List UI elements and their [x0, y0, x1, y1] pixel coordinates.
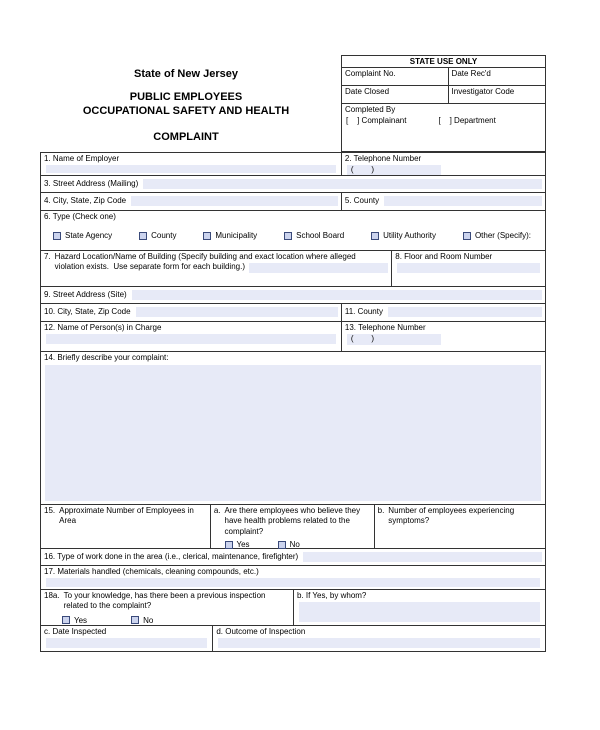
field-1-name-of-employer: [41, 153, 341, 175]
hazard-location-body: [55, 252, 389, 273]
type-of-work-input[interactable]: [303, 552, 542, 562]
previous-inspection-options: [44, 616, 290, 625]
row-describe-complaint: [41, 351, 545, 504]
hazard-location-line2: violation exists. Use separate form for each building.): [54, 262, 245, 272]
yes-label-2: Yes: [74, 615, 88, 625]
row-materials-handled: [41, 565, 545, 589]
county-option-label: County: [151, 231, 177, 240]
health-problems-label: Are there employees who believe they have health problems related to the complaint?: [224, 506, 361, 536]
checkbox-option-utility-authority[interactable]: [371, 231, 436, 240]
field-15a-health-problems: [210, 505, 374, 548]
field-16-type-of-work: [41, 549, 545, 565]
state-agency-label: State Agency: [65, 231, 113, 240]
checkbox-option-county[interactable]: [139, 231, 176, 240]
other-checkbox-icon[interactable]: [463, 232, 471, 240]
health-problems-text: [214, 506, 371, 551]
field-8-floor-room: [391, 251, 545, 286]
previous-inspection-text: [44, 591, 290, 612]
row-type: [41, 210, 545, 250]
field-18d-outcome: [212, 626, 545, 651]
utility-authority-label: Utility Authority: [383, 231, 436, 240]
health-problems-body: [225, 506, 371, 551]
other-label: Other (Specify):: [474, 231, 531, 240]
outcome-of-inspection-label: d. Outcome of Inspection: [216, 627, 306, 636]
date-closed-field[interactable]: [342, 86, 448, 103]
form-header: [40, 55, 546, 152]
hazard-location-number: 7.: [44, 252, 51, 261]
field-13-telephone: [341, 322, 545, 351]
field-18b-if-yes-by-whom: [293, 590, 545, 625]
hazard-location-line1: Hazard Location/Name of Building (Specify building and exact location where alleged: [54, 252, 356, 261]
symptoms-label: Number of employees experiencing symptoms?: [388, 506, 515, 526]
person-in-charge-input[interactable]: [46, 334, 336, 344]
state-use-title: STATE USE ONLY: [342, 56, 545, 68]
street-site-label: 9. Street Address (Site): [44, 289, 127, 299]
state-title: State of New Jersey: [134, 68, 238, 80]
complainant-checkbox-option[interactable]: [ ] Complainant: [346, 116, 407, 125]
employees-in-area-label: Approximate Number of Employees in Area: [59, 506, 194, 526]
checkbox-option-school-board[interactable]: [284, 231, 344, 240]
telephone-input[interactable]: ( ): [347, 165, 442, 175]
no-label: No: [289, 540, 300, 550]
materials-handled-input[interactable]: [46, 578, 540, 587]
telephone-2-label: 13. Telephone Number: [344, 323, 426, 332]
state-use-row-1: [342, 68, 545, 86]
if-yes-by-whom-input[interactable]: [299, 602, 540, 622]
field-15b-symptoms: [374, 505, 545, 548]
field-15-employees-in-area: [41, 505, 210, 548]
completed-by-options: [345, 116, 542, 125]
row-hazard-location: [41, 250, 545, 286]
row-city-county-site: [41, 303, 545, 321]
date-inspected-input[interactable]: [46, 638, 207, 648]
investigator-code-label: Investigator Code: [451, 87, 515, 96]
field-6-type: [41, 211, 545, 222]
complaint-no-field[interactable]: [342, 68, 448, 85]
city-state-zip-label: 4. City, State, Zip Code: [44, 196, 127, 205]
municipality-label: Municipality: [215, 231, 258, 240]
complaint-form-table: [40, 152, 546, 652]
previous-inspection-no-option[interactable]: [131, 616, 153, 625]
row-city-county: [41, 192, 545, 210]
street-site-input[interactable]: [132, 290, 542, 300]
employer-label: 1. Name of Employer: [44, 154, 120, 163]
city-state-zip-site-input[interactable]: [136, 307, 338, 317]
telephone-2-input[interactable]: ( ): [347, 334, 442, 345]
row-street-site: [41, 286, 545, 303]
street-mailing-label: 3. Street Address (Mailing): [44, 178, 139, 188]
row-person-in-charge: [41, 321, 545, 351]
department-title: [40, 91, 332, 119]
form-title: COMPLAINT: [153, 130, 219, 143]
row-employee-counts: [41, 504, 545, 548]
row-previous-inspection: [41, 589, 545, 625]
department-title-line1: PUBLIC EMPLOYEES: [129, 91, 243, 103]
if-yes-by-whom-label: b. If Yes, by whom?: [297, 591, 367, 600]
type-options: [41, 222, 545, 240]
symptoms-letter: b.: [377, 506, 385, 515]
school-board-label: School Board: [296, 231, 345, 240]
previous-inspection-no-checkbox-icon[interactable]: [131, 616, 139, 624]
field-18c-date-inspected: [41, 626, 212, 651]
field-18a-previous-inspection: [41, 590, 293, 625]
field-14-describe-complaint: [41, 352, 545, 504]
symptoms-text: [378, 506, 542, 527]
complaint-no-label: Complaint No.: [345, 69, 396, 78]
city-state-zip-input[interactable]: [131, 196, 338, 206]
county-input[interactable]: [384, 196, 542, 206]
title-block: [40, 55, 332, 152]
state-use-row-2: [342, 86, 545, 104]
materials-handled-label: 17. Materials handled (chemicals, cleaning compounds, etc.): [44, 567, 259, 576]
school-board-checkbox-icon[interactable]: [284, 232, 292, 240]
field-2-telephone: [341, 153, 545, 175]
investigator-code-field[interactable]: [448, 86, 545, 103]
date-inspected-label: c. Date Inspected: [44, 627, 107, 636]
no-label-2: No: [143, 615, 154, 625]
field-4-city-state-zip: [41, 193, 341, 210]
municipality-checkbox-icon[interactable]: [203, 232, 211, 240]
checkbox-option-municipality[interactable]: [203, 231, 257, 240]
field-3-street-mailing: [41, 176, 545, 192]
employer-input[interactable]: [46, 165, 336, 173]
describe-complaint-label: 14. Briefly describe your complaint:: [44, 353, 169, 362]
checkbox-option-other[interactable]: [463, 231, 531, 240]
city-state-zip-site-label: 10. City, State, Zip Code: [44, 307, 131, 316]
state-agency-checkbox-icon[interactable]: [53, 232, 61, 240]
department-checkbox-option[interactable]: [ ] Department: [438, 116, 496, 125]
row-street-mailing: [41, 175, 545, 192]
floor-room-label: 8. Floor and Room Number: [395, 252, 493, 261]
field-5-county: [341, 193, 545, 210]
health-problems-letter: a.: [213, 506, 221, 515]
field-17-materials-handled: [41, 566, 545, 589]
county-checkbox-icon[interactable]: [139, 232, 147, 240]
row-employer-telephone: [41, 153, 545, 175]
previous-inspection-yes-checkbox-icon[interactable]: [62, 616, 70, 624]
floor-room-input[interactable]: [397, 263, 540, 273]
checkbox-option-state-agency[interactable]: [53, 231, 112, 240]
county-site-label: 11. County: [344, 307, 383, 316]
hazard-location-input[interactable]: [249, 263, 388, 273]
row-inspection-details: [41, 625, 545, 651]
date-recd-field[interactable]: [448, 68, 545, 85]
employees-in-area-text: [44, 506, 207, 527]
state-use-only-box: [341, 55, 546, 152]
type-label: 6. Type (Check one): [44, 212, 116, 221]
completed-by-label: Completed By: [345, 105, 396, 114]
hazard-location-line2-row: [55, 262, 389, 272]
field-7-hazard-location: [41, 251, 391, 286]
field-11-county: [341, 304, 545, 321]
field-10-city-state-zip: [41, 304, 341, 321]
field-12-person-in-charge: [41, 322, 341, 351]
previous-inspection-number: 18a.: [44, 591, 60, 600]
type-of-work-label: 16. Type of work done in the area (i.e., clerical, maintenance, firefighter): [44, 551, 299, 561]
previous-inspection-label: To your knowledge, has there been a previous inspection related to the complaint?: [63, 591, 266, 611]
row-type-of-work: [41, 548, 545, 565]
department-title-line2: OCCUPATIONAL SAFETY AND HEALTH: [82, 104, 290, 117]
date-recd-label: Date Rec'd: [451, 69, 491, 78]
field-9-street-site: [41, 287, 545, 303]
outcome-of-inspection-input[interactable]: [218, 638, 540, 648]
county-label: 5. County: [344, 196, 380, 205]
person-in-charge-label: 12. Name of Person(s) in Charge: [44, 323, 162, 332]
date-closed-label: Date Closed: [345, 87, 390, 96]
employees-in-area-number: 15.: [44, 506, 56, 515]
previous-inspection-yes-option[interactable]: [62, 616, 87, 625]
complaint-description-input[interactable]: [45, 365, 541, 501]
yes-label: Yes: [236, 540, 250, 550]
street-mailing-input[interactable]: [143, 179, 542, 189]
utility-authority-checkbox-icon[interactable]: [371, 232, 379, 240]
hazard-location-text: [44, 252, 388, 273]
county-site-input[interactable]: [388, 307, 542, 317]
telephone-label: 2. Telephone Number: [344, 154, 422, 163]
completed-by-section: [342, 104, 545, 127]
